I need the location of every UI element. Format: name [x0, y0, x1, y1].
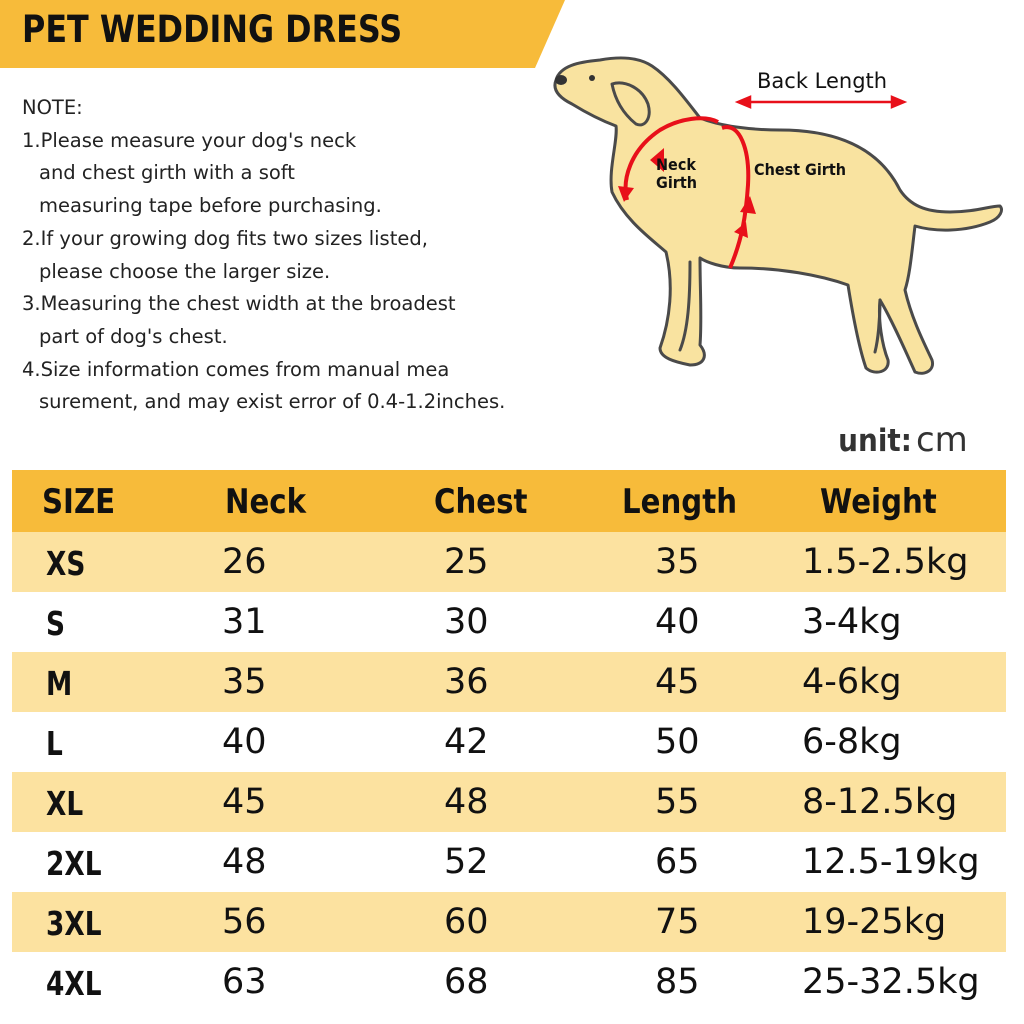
weight-cell: 3-4kg	[802, 602, 902, 642]
dog-nose	[555, 75, 567, 85]
table-row	[12, 532, 1006, 592]
weight-cell: 1.5-2.5kg	[802, 542, 969, 582]
table-header	[12, 470, 1006, 532]
back-length-arrow	[738, 97, 904, 107]
note-line: 4.Size information comes from manual mea	[22, 357, 450, 381]
chest-cell: 36	[444, 662, 489, 702]
weight-cell: 12.5-19kg	[802, 842, 980, 882]
weight-cell: 19-25kg	[802, 902, 947, 942]
neck-cell: 35	[222, 662, 267, 702]
length-cell: 40	[655, 602, 700, 642]
header-length: Length	[622, 482, 738, 522]
neck-cell: 56	[222, 902, 267, 942]
header-weight: Weight	[820, 482, 937, 522]
table-row	[12, 712, 1006, 772]
neck-cell: 31	[222, 602, 267, 642]
back-length-label: Back Length	[757, 69, 888, 93]
header-size: SIZE	[42, 482, 116, 522]
size-cell: 3XL	[46, 904, 102, 943]
table-row	[12, 592, 1006, 652]
chest-cell: 42	[444, 722, 489, 762]
chest-cell: 68	[444, 962, 489, 1002]
length-cell: 55	[655, 782, 700, 822]
neck-girth-label	[656, 156, 697, 192]
size-cell: L	[46, 724, 63, 763]
note-line: 2.If your growing dog fits two sizes listed,	[22, 226, 428, 250]
length-cell: 45	[655, 662, 700, 702]
weight-cell: 25-32.5kg	[802, 962, 980, 1002]
neck-cell: 40	[222, 722, 267, 762]
notes-heading: NOTE:	[22, 96, 83, 119]
table-row	[12, 892, 1006, 952]
neck-cell: 45	[222, 782, 267, 822]
size-cell: XS	[46, 544, 86, 583]
length-cell: 85	[655, 962, 700, 1002]
page-title: PET WEDDING DRESS	[22, 8, 403, 51]
title-banner	[0, 0, 565, 68]
dog-eye	[589, 75, 595, 81]
dog-illustration	[548, 40, 1010, 400]
table-row	[12, 772, 1006, 832]
chest-girth-label: Chest Girth	[754, 160, 847, 179]
header-chest: Chest	[434, 482, 528, 522]
length-cell: 50	[655, 722, 700, 762]
note-line: 1.Please measure your dog's neck	[22, 128, 357, 152]
notes-block	[22, 92, 542, 419]
neck-girth-label-line2: Girth	[656, 173, 697, 192]
unit-prefix: unit:	[838, 423, 912, 459]
chest-cell: 30	[444, 602, 489, 642]
note-line: measuring tape before purchasing.	[39, 194, 382, 218]
weight-cell: 6-8kg	[802, 722, 902, 762]
chest-cell: 25	[444, 542, 489, 582]
header-neck: Neck	[225, 482, 307, 522]
chest-cell: 52	[444, 842, 489, 882]
note-line: 3.Measuring the chest width at the broadest	[22, 292, 456, 316]
neck-cell: 26	[222, 542, 267, 582]
table-row	[12, 652, 1006, 712]
note-line: surement, and may exist error of 0.4-1.2inches.	[39, 390, 506, 414]
size-cell: 4XL	[46, 964, 102, 1003]
unit-label	[834, 420, 968, 460]
note-line: part of dog's chest.	[39, 324, 228, 348]
neck-girth-label-line1: Neck	[656, 155, 696, 174]
size-cell: S	[46, 604, 66, 643]
weight-cell: 4-6kg	[802, 662, 902, 702]
length-cell: 65	[655, 842, 700, 882]
table-row	[12, 832, 1006, 892]
note-line: please choose the larger size.	[39, 259, 331, 283]
chest-cell: 60	[444, 902, 489, 942]
neck-cell: 48	[222, 842, 267, 882]
size-cell: XL	[46, 784, 84, 823]
neck-cell: 63	[222, 962, 267, 1002]
size-cell: M	[46, 664, 73, 703]
length-cell: 75	[655, 902, 700, 942]
length-cell: 35	[655, 542, 700, 582]
weight-cell: 8-12.5kg	[802, 782, 958, 822]
chest-cell: 48	[444, 782, 489, 822]
table-row	[12, 952, 1006, 1012]
size-cell: 2XL	[46, 844, 102, 883]
unit-value: cm	[915, 420, 968, 460]
note-line: and chest girth with a soft	[39, 161, 295, 185]
